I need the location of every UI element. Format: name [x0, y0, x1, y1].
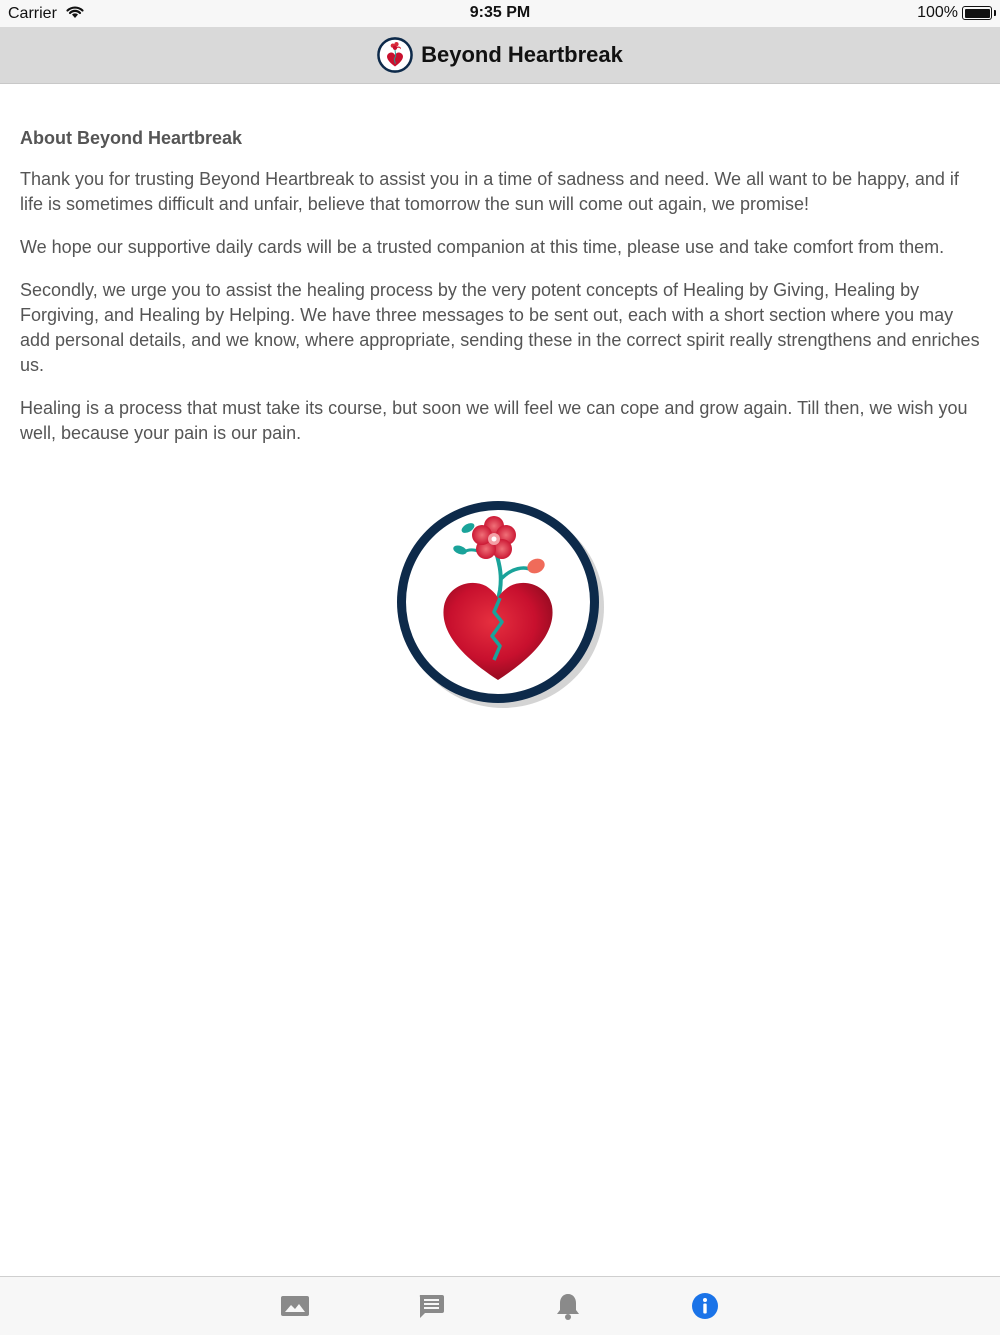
info-icon	[691, 1292, 719, 1320]
image-icon	[280, 1294, 310, 1318]
heart-flower-logo-icon	[377, 37, 413, 73]
battery-percent: 100%	[917, 4, 958, 21]
status-bar	[0, 0, 1000, 27]
battery-fill	[965, 9, 990, 18]
tab-gallery[interactable]	[278, 1289, 312, 1323]
about-paragraph: Thank you for trusting Beyond Heartbreak to assist you in a time of sadness and need. We all want to be happy, and if life is sometimes difficult and unfair, believe that tomorrow the sun will come out again, we promise!	[20, 169, 959, 214]
tab-bar	[0, 1276, 1000, 1335]
beyond-heartbreak-logo	[390, 494, 610, 714]
carrier-label: Carrier	[8, 5, 57, 22]
tab-info[interactable]	[688, 1289, 722, 1323]
battery-icon	[962, 6, 992, 20]
status-time: 9:35 PM	[469, 4, 531, 21]
about-paragraph: We hope our supportive daily cards will be a trusted companion at this time, please use and take comfort from them.	[20, 237, 945, 257]
bell-icon	[555, 1292, 581, 1320]
about-paragraph: Healing is a process that must take its course, but soon we will feel we can cope and grow again. Till then, we wish you well, because your pain is our pain.	[20, 398, 968, 443]
nav-bar	[0, 27, 1000, 84]
message-icon	[417, 1293, 445, 1319]
status-battery-group	[917, 4, 992, 22]
tab-notifications[interactable]	[551, 1289, 585, 1323]
nav-title: Beyond Heartbreak	[421, 42, 623, 67]
about-paragraph: Secondly, we urge you to assist the healing process by the very potent concepts of Healing by Giving, Healing by Forgiving, and Healing by Helping. We have three messages to be sent out, each with a short section where you may add personal details, and we know, where appropriate, sending these in the correct spirit really strengthens and enriches us.	[20, 280, 980, 375]
about-content	[20, 128, 982, 464]
about-heading: About Beyond Heartbreak	[20, 128, 243, 148]
tab-messages[interactable]	[414, 1289, 448, 1323]
